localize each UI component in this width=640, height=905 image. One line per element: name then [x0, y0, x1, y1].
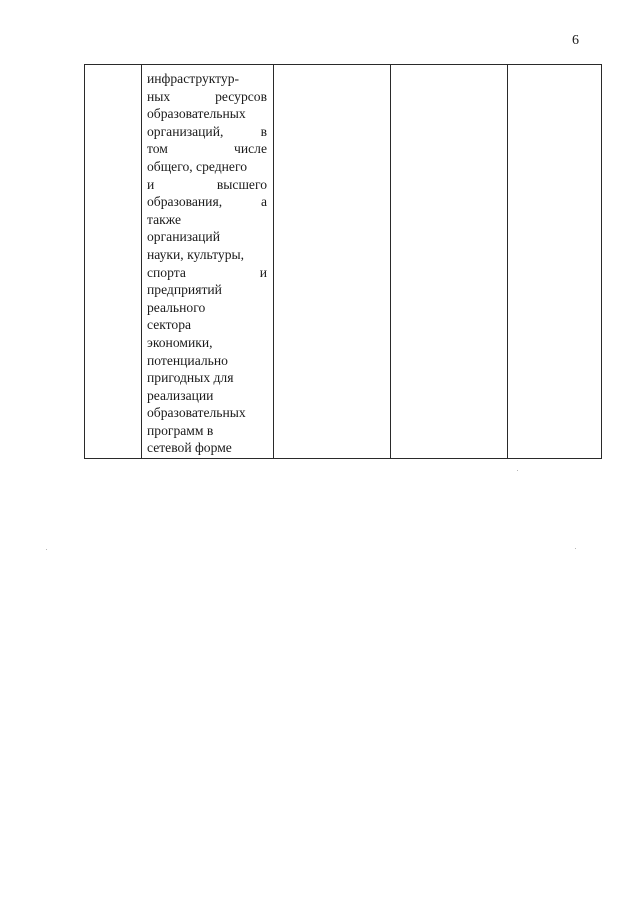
cell-text-line	[147, 281, 267, 299]
cell-text-word: реального	[147, 299, 206, 315]
cell-text-word: ных	[147, 88, 171, 104]
cell-text-word: сетевой форме	[147, 440, 232, 456]
page-number: 6	[572, 33, 579, 48]
cell-text-word: пригодных для	[147, 370, 234, 386]
cell-text-word: науки, культуры,	[147, 246, 245, 262]
cell-text-line	[147, 299, 267, 317]
cell-text-line	[147, 70, 267, 88]
cell-text-line	[147, 123, 267, 141]
cell-text-line	[147, 176, 267, 194]
cell-text-word: том	[147, 141, 168, 157]
table-cell-text	[147, 70, 267, 457]
cell-text-word: также	[147, 211, 181, 227]
cell-text-word: и	[259, 264, 267, 280]
cell-text-line	[147, 316, 267, 334]
column-divider-3	[390, 65, 391, 458]
cell-text-word: ресурсов	[215, 88, 267, 104]
cell-text-word: программ в	[147, 422, 214, 438]
cell-text-word: экономики,	[147, 334, 213, 350]
cell-text-word: и	[147, 176, 155, 192]
cell-text-line	[147, 369, 267, 387]
cell-text-line	[147, 334, 267, 352]
cell-text-word: организаций,	[147, 123, 224, 139]
cell-text-line	[147, 264, 267, 282]
cell-text-word: высшего	[216, 176, 267, 192]
cell-text-line	[147, 140, 267, 158]
cell-text-word: организаций	[147, 229, 220, 245]
cell-text-line	[147, 158, 267, 176]
cell-text-line	[147, 404, 267, 422]
cell-text-line	[147, 352, 267, 370]
cell-text-line	[147, 422, 267, 440]
cell-text-word: а	[260, 194, 267, 210]
cell-text-word: в	[260, 123, 267, 139]
cell-text-word: числе	[234, 141, 267, 157]
cell-text-line	[147, 387, 267, 405]
scan-speck	[575, 548, 576, 549]
cell-text-line	[147, 88, 267, 106]
cell-text-word: общего, среднего	[147, 158, 247, 174]
cell-text-line	[147, 105, 267, 123]
cell-text-line	[147, 193, 267, 211]
column-divider-1	[141, 65, 142, 458]
scan-speck	[46, 549, 47, 550]
column-divider-2	[273, 65, 274, 458]
scan-speck	[517, 470, 518, 471]
cell-text-word: реализации	[147, 387, 214, 403]
cell-text-word: образования,	[147, 194, 223, 210]
cell-text-word: образовательных	[147, 106, 246, 122]
cell-text-word: инфраструктур-	[147, 71, 240, 86]
cell-text-word: спорта	[147, 264, 186, 280]
cell-text-line	[147, 228, 267, 246]
cell-text-line	[147, 439, 267, 457]
cell-text-word: потенциально	[147, 352, 228, 368]
cell-text-line	[147, 246, 267, 264]
cell-text-line	[147, 211, 267, 229]
cell-text-word: предприятий	[147, 282, 222, 298]
column-divider-4	[507, 65, 508, 458]
cell-text-word: сектора	[147, 317, 192, 333]
cell-text-word: образовательных	[147, 405, 246, 421]
